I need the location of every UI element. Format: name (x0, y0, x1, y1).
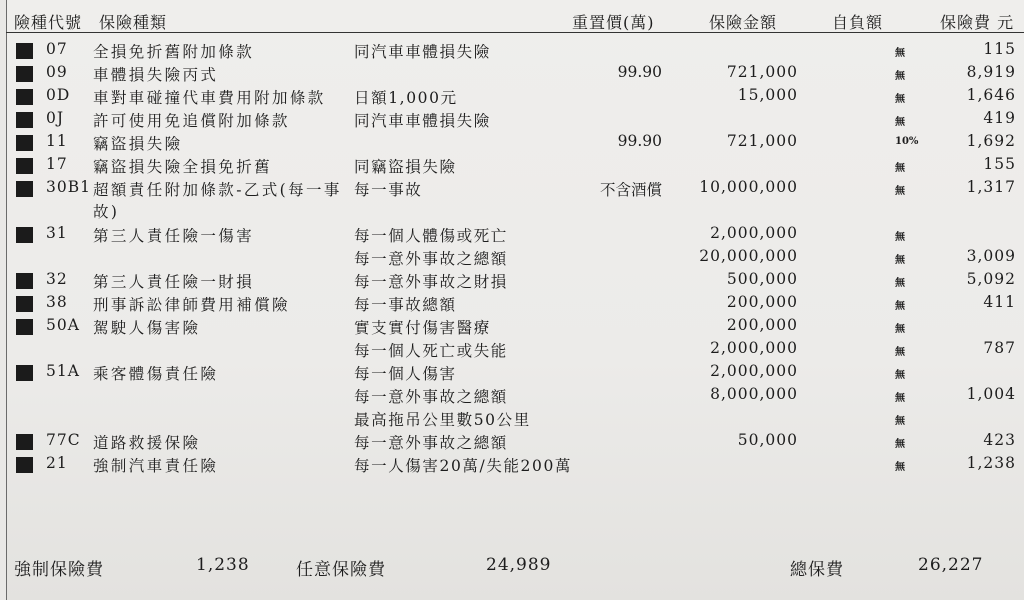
deductible: 無 (895, 48, 905, 59)
insured-amount: 15,000 (737, 86, 798, 104)
coverage-description: 每一人傷害20萬/失能200萬 (354, 457, 573, 475)
coverage-code: 51A (46, 362, 80, 380)
coverage-name: 道路救援保險 (93, 434, 201, 452)
premium-value: 787 (983, 339, 1016, 357)
premium-value: 8,919 (966, 63, 1016, 81)
row-marker-square (16, 66, 33, 82)
replacement-cost: 99.90 (617, 132, 662, 150)
table-row (0, 63, 1024, 87)
coverage-description: 每一事故 (354, 181, 423, 199)
table-row (0, 339, 1024, 363)
coverage-name: 第三人責任險一財損 (93, 273, 255, 291)
insured-amount: 721,000 (726, 132, 798, 150)
premium-value: 1,317 (966, 178, 1016, 196)
row-marker-square (16, 181, 33, 197)
table-row (0, 362, 1024, 386)
deductible: 無 (895, 117, 905, 128)
coverage-name: 乘客體傷責任險 (93, 365, 219, 383)
deductible: 無 (895, 94, 905, 105)
coverage-code: 50A (46, 316, 80, 334)
insured-amount: 10,000,000 (699, 178, 798, 196)
deductible: 無 (895, 232, 905, 243)
table-row (0, 109, 1024, 133)
compulsory-premium-label: 強制保險費 (14, 560, 104, 580)
insured-amount: 8,000,000 (710, 385, 798, 403)
coverage-code: 0J (46, 109, 65, 127)
deductible: 無 (895, 416, 905, 427)
header-insured-amount: 保險金額 (709, 13, 778, 32)
row-marker-square (16, 158, 33, 174)
table-row (0, 270, 1024, 294)
coverage-description: 每一個人體傷或死亡 (354, 227, 508, 245)
coverage-description: 每一意外事故之總額 (354, 388, 508, 406)
coverage-name: 駕駛人傷害險 (93, 319, 201, 337)
premium-value: 1,692 (966, 132, 1016, 150)
table-row (0, 454, 1024, 478)
coverage-code: 30B1 (46, 178, 91, 196)
table-row (0, 224, 1024, 248)
row-marker-square (16, 112, 33, 128)
replacement-cost: 99.90 (617, 63, 662, 81)
voluntary-premium-value: 24,989 (486, 555, 552, 575)
coverage-name: 第三人責任險一傷害 (93, 227, 255, 245)
coverage-name: 許可使用免追償附加條款 (93, 112, 290, 130)
coverage-code: 17 (46, 155, 68, 173)
insured-amount: 500,000 (726, 270, 798, 288)
coverage-description: 同汽車車體損失險 (354, 112, 491, 130)
table-row (0, 247, 1024, 271)
insured-amount: 2,000,000 (710, 224, 798, 242)
coverage-description: 每一個人死亡或失能 (354, 342, 508, 360)
table-row (0, 293, 1024, 317)
table-row (0, 155, 1024, 179)
premium-value: 419 (983, 109, 1016, 127)
table-row (0, 385, 1024, 409)
table-row (0, 316, 1024, 340)
deductible: 無 (895, 163, 905, 174)
insured-amount: 200,000 (726, 316, 798, 334)
row-marker-square (16, 296, 33, 312)
deductible: 無 (895, 324, 905, 335)
row-marker-square (16, 319, 33, 335)
insured-amount: 721,000 (726, 63, 798, 81)
insured-amount: 20,000,000 (699, 247, 798, 265)
insured-amount: 200,000 (726, 293, 798, 311)
table-row (0, 86, 1024, 110)
row-marker-square (16, 365, 33, 381)
deductible: 無 (895, 186, 905, 197)
coverage-name: 車體損失險丙式 (93, 66, 219, 84)
replacement-cost: 不含酒償 (599, 181, 662, 199)
deductible: 無 (895, 347, 905, 358)
coverage-code: 77C (46, 431, 81, 449)
coverage-code: 11 (46, 132, 68, 150)
coverage-code: 31 (46, 224, 68, 242)
header-replacement-cost: 重置價(萬) (572, 13, 655, 32)
coverage-name: 強制汽車責任險 (93, 457, 219, 475)
table-row (0, 40, 1024, 64)
coverage-code: 21 (46, 454, 68, 472)
insured-amount: 50,000 (737, 431, 798, 449)
table-row (0, 431, 1024, 455)
deductible: 無 (895, 439, 905, 450)
deductible: 無 (895, 255, 905, 266)
compulsory-premium-value: 1,238 (196, 555, 250, 575)
deductible: 無 (895, 393, 905, 404)
header-premium: 保險費 元 (940, 13, 1015, 32)
coverage-description: 每一個人傷害 (354, 365, 457, 383)
coverage-name: 車對車碰撞代車費用附加條款 (93, 89, 326, 107)
row-marker-square (16, 43, 33, 59)
deductible: 無 (895, 71, 905, 82)
header-code-name: 險種代號 保險種類 (14, 13, 168, 32)
deductible: 無 (895, 370, 905, 381)
deductible: 無 (895, 278, 905, 289)
coverage-code: 0D (46, 86, 71, 104)
row-marker-square (16, 273, 33, 289)
header-deductible: 自負額 (832, 13, 884, 32)
deductible: 無 (895, 462, 905, 473)
premium-value: 1,646 (966, 86, 1016, 104)
coverage-description: 同竊盜損失險 (354, 158, 457, 176)
table-row (0, 200, 1024, 224)
row-marker-square (16, 135, 33, 151)
coverage-code: 32 (46, 270, 68, 288)
coverage-code: 07 (46, 40, 68, 58)
total-premium-label: 總保費 (790, 560, 844, 580)
voluntary-premium-label: 任意保險費 (296, 560, 386, 580)
coverage-description: 日額1,000元 (354, 89, 458, 107)
table-row (0, 408, 1024, 432)
premium-value: 1,004 (966, 385, 1016, 403)
total-premium-value: 26,227 (918, 555, 984, 575)
coverage-code: 09 (46, 63, 68, 81)
coverage-description: 同汽車車體損失險 (354, 43, 491, 61)
row-marker-square (16, 227, 33, 243)
coverage-name: 竊盜損失險 (93, 135, 183, 153)
coverage-name: 故) (93, 203, 120, 221)
premium-value: 1,238 (966, 454, 1016, 472)
premium-value: 423 (983, 431, 1016, 449)
premium-value: 411 (983, 293, 1016, 311)
deductible: 無 (895, 301, 905, 312)
header-divider (6, 32, 1024, 33)
premium-value: 3,009 (966, 247, 1016, 265)
coverage-name: 竊盜損失險全損免折舊 (93, 158, 273, 176)
coverage-description: 每一意外事故之總額 (354, 250, 508, 268)
row-marker-square (16, 434, 33, 450)
premium-value: 115 (983, 40, 1016, 58)
coverage-description: 最高拖吊公里數50公里 (354, 411, 531, 429)
coverage-name: 刑事訴訟律師費用補償險 (93, 296, 290, 314)
coverage-description: 每一意外事故之財損 (354, 273, 508, 291)
table-row (0, 132, 1024, 156)
premium-value: 155 (983, 155, 1016, 173)
row-marker-square (16, 457, 33, 473)
coverage-code: 38 (46, 293, 68, 311)
deductible: 10% (895, 136, 919, 147)
table-row (0, 178, 1024, 202)
premium-value: 5,092 (966, 270, 1016, 288)
coverage-description: 每一意外事故之總額 (354, 434, 508, 452)
insured-amount: 2,000,000 (710, 339, 798, 357)
coverage-name: 超額責任附加條款-乙式(每一事 (93, 181, 342, 199)
coverage-description: 每一事故總額 (354, 296, 457, 314)
coverage-description: 實支實付傷害醫療 (354, 319, 491, 337)
row-marker-square (16, 89, 33, 105)
insured-amount: 2,000,000 (710, 362, 798, 380)
coverage-name: 全損免折舊附加條款 (93, 43, 255, 61)
